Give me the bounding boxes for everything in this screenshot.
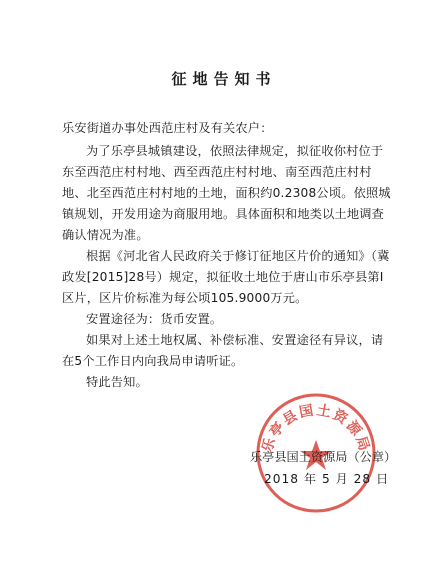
paragraph-compensation: 根据《河北省人民政府关于修订征地区片价的通知》（冀政发[2015]28号）规定，拟征收土地位于唐山市乐亭县第I区片，区片价标准为每公顷105.9000万元。: [62, 249, 390, 305]
signature-issuer: 乐亭县国土资源局（公章）: [250, 450, 397, 464]
paragraph-hearing: 如果对上述土地权属、补偿标准、安置途径有异议，请在5个工作日内向我局申请听证。: [62, 333, 384, 368]
seal-text: 乐亭县国土资源局: [259, 402, 373, 455]
paragraph-purpose: 为了乐亭县城镇建设，依照法律规定，拟征收你村位于东至西范庄村村地、西至西范庄村村地、南至西范庄村村地、北至西范庄村村地的土地，面积约0.2308公顷。依照城镇规划，开发用途为商服用地。具体面积和地类以土地调查确认情况为准。: [62, 144, 391, 242]
addressee: 乐安街道办事处西范庄村及有关农户：: [62, 121, 273, 135]
paragraph-resettlement: 安置途径为：货币安置。: [86, 312, 223, 326]
paragraph-closing: 特此告知。: [86, 375, 148, 389]
signature-date: 2018 年 5 月 28 日: [264, 472, 390, 486]
signature-block: [250, 446, 410, 490]
document-title: 征地告知书: [171, 70, 277, 88]
document-body: [62, 118, 392, 393]
